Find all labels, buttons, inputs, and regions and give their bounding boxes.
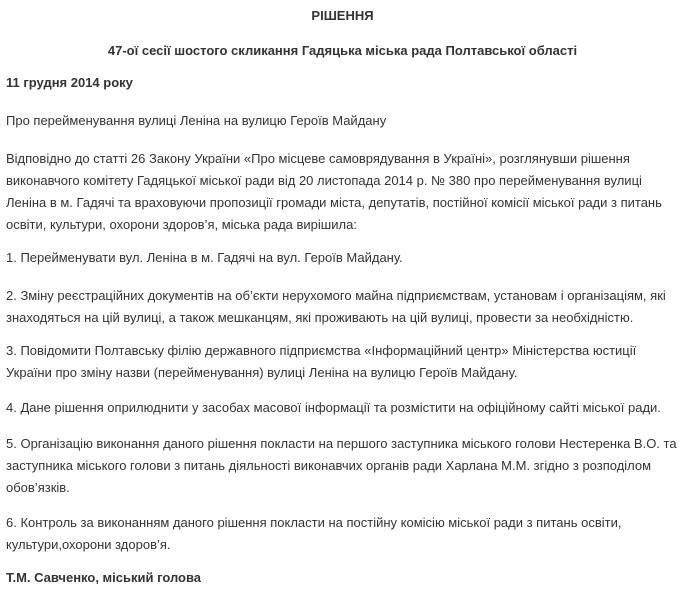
signature: Т.М. Савченко, міський голова [6,570,202,585]
document-date: 11 грудня 2014 року [6,75,133,90]
decision-item-5: 5. Організацію виконання даного рішення покласти на першого заступника міського голови Нестеренка В.О. та заступника міського голови з питань діяльності виконавчих органів ради Харлана М.М. згідно з розподілом обов’язків. [6,436,677,495]
document-subtitle: 47-ої сесії шостого скликання Гадяцька міська рада Полтавської області [107,43,578,58]
decision-item-3: 3. Повідомити Полтавську філію державного підприємства «Інформаційний центр» Міністерства юстиції України про зміну назви (перейменування) вулиці Леніна на вулицю Героїв Майдану. [6,343,637,380]
decision-item-2: 2. Зміну реєстраційних документів на об’єкти нерухомого майна підприємствам, установам і організаціям, які знаходяться на цій вулиці, а також мешканцям, які проживають на цій вулиці, провести за необхідністю. [6,288,666,325]
document-subject: Про перейменування вулиці Леніна на вулицю Героїв Майдану [6,113,387,128]
decision-item-6: 6. Контроль за виконанням даного рішення покласти на постійну комісію міської ради з питань освіти, культури,охорони здоров’я. [6,515,622,552]
document-title: РІШЕННЯ [311,8,374,23]
document-preamble: Відповідно до статті 26 Закону України «Про місцеве самоврядування в Україні», розглянувши рішення виконавчого комітету Гадяцької міської ради від 20 листопада 2014 р. № 380 про перейменування вулиці Леніна в м. Гадячі та враховуючи пропозиції громади міста, депутатів, постійної комісії міської ради з питань освіти, культури, охорони здоров’я, міська рада вирішила: [6,151,662,232]
decision-item-4: 4. Дане рішення оприлюднити у засобах масової інформації та розмістити на офіційному сайті міської ради. [6,400,661,415]
decision-item-1: 1. Перейменувати вул. Леніна в м. Гадячі на вул. Героїв Майдану. [6,250,403,265]
